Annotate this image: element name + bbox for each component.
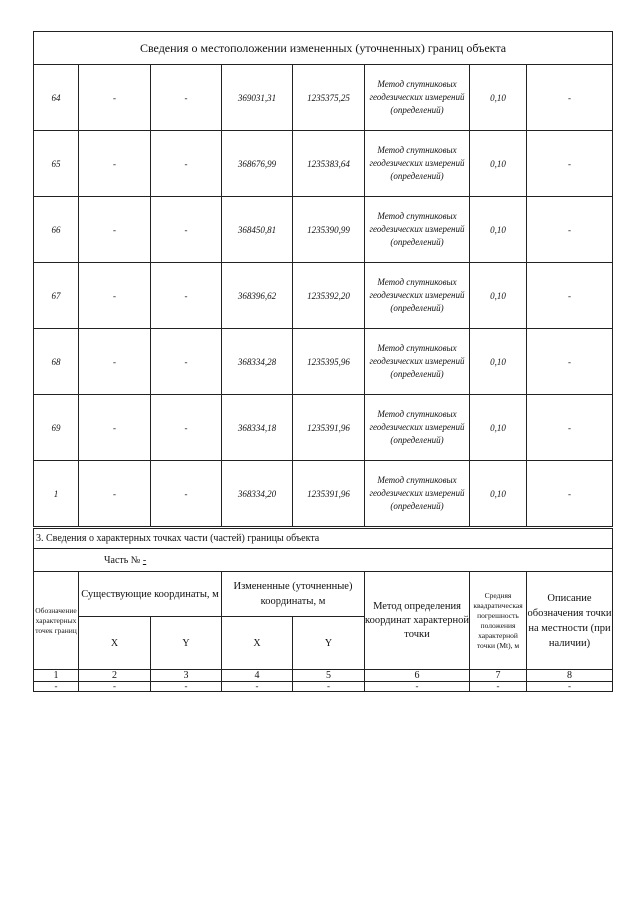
empty-cell: - — [34, 682, 79, 692]
empty-cell: - — [365, 682, 470, 692]
empty-cell: - — [470, 682, 527, 692]
cell-y-changed: 1235375,25 — [293, 65, 365, 131]
cell-description: - — [527, 65, 613, 131]
cell-y-changed: 1235383,64 — [293, 131, 365, 197]
cell-description: - — [527, 131, 613, 197]
cell-method: Метод спутниковых геодезических измерений (определений) — [365, 197, 470, 263]
table-row — [34, 197, 613, 263]
col-number: 8 — [527, 670, 613, 682]
table-row — [34, 461, 613, 527]
header-y-existing: Y — [151, 617, 222, 670]
empty-cell: - — [222, 682, 293, 692]
empty-cell: - — [293, 682, 365, 692]
col-number: 2 — [79, 670, 151, 682]
cell-x-existing: - — [79, 131, 151, 197]
empty-cell: - — [151, 682, 222, 692]
cell-x-existing: - — [79, 263, 151, 329]
cell-description: - — [527, 461, 613, 527]
header-mt: Средняя квадратическая погрешность положения характерной точки (Mt), м — [470, 572, 527, 670]
col-number: 6 — [365, 670, 470, 682]
table-row — [34, 65, 613, 131]
cell-y-existing: - — [151, 395, 222, 461]
cell-y-existing: - — [151, 329, 222, 395]
col-number: 1 — [34, 670, 79, 682]
cell-method: Метод спутниковых геодезических измерений (определений) — [365, 131, 470, 197]
header-x-existing: X — [79, 617, 151, 670]
cell-description: - — [527, 197, 613, 263]
cell-point-id: 66 — [34, 197, 79, 263]
col-number: 7 — [470, 670, 527, 682]
header-description: Описание обозначения точки на местности (при наличии) — [527, 572, 613, 670]
cell-x-existing: - — [79, 461, 151, 527]
cell-mt: 0,10 — [470, 263, 527, 329]
cell-method: Метод спутниковых геодезических измерений (определений) — [365, 329, 470, 395]
cell-point-id: 69 — [34, 395, 79, 461]
cell-y-existing: - — [151, 131, 222, 197]
header-x-changed: X — [222, 617, 293, 670]
header-point: Обозначение характерных точек границ — [34, 572, 79, 670]
cell-method: Метод спутниковых геодезических измерений (определений) — [365, 263, 470, 329]
cell-x-changed: 368334,18 — [222, 395, 293, 461]
cell-description: - — [527, 395, 613, 461]
cell-y-existing: - — [151, 65, 222, 131]
part-points-table — [33, 528, 613, 692]
cell-x-changed: 369031,31 — [222, 65, 293, 131]
section-title: Сведения о местоположении измененных (уточненных) границ объекта — [34, 32, 613, 65]
empty-cell: - — [527, 682, 613, 692]
cell-y-changed: 1235390,99 — [293, 197, 365, 263]
cell-description: - — [527, 329, 613, 395]
table-row — [34, 395, 613, 461]
cell-point-id: 67 — [34, 263, 79, 329]
cell-y-changed: 1235391,96 — [293, 395, 365, 461]
header-y-changed: Y — [293, 617, 365, 670]
cell-x-existing: - — [79, 329, 151, 395]
table-row — [34, 263, 613, 329]
cell-mt: 0,10 — [470, 329, 527, 395]
cell-mt: 0,10 — [470, 131, 527, 197]
cell-method: Метод спутниковых геодезических измерений (определений) — [365, 461, 470, 527]
part-label: Часть № — [104, 554, 141, 566]
cell-x-changed: 368334,28 — [222, 329, 293, 395]
cell-mt: 0,10 — [470, 461, 527, 527]
part-value: - — [142, 554, 147, 566]
cell-point-id: 68 — [34, 329, 79, 395]
cell-y-existing: - — [151, 197, 222, 263]
cell-y-changed: 1235392,20 — [293, 263, 365, 329]
cell-point-id: 64 — [34, 65, 79, 131]
cell-x-existing: - — [79, 65, 151, 131]
section-3-title: 3. Сведения о характерных точках части (частей) границы объекта — [34, 529, 613, 549]
cell-method: Метод спутниковых геодезических измерений (определений) — [365, 65, 470, 131]
table-row — [34, 131, 613, 197]
cell-point-id: 65 — [34, 131, 79, 197]
empty-cell: - — [79, 682, 151, 692]
cell-mt: 0,10 — [470, 395, 527, 461]
cell-y-changed: 1235391,96 — [293, 461, 365, 527]
part-number — [34, 549, 613, 572]
cell-description: - — [527, 263, 613, 329]
cell-x-changed: 368450,81 — [222, 197, 293, 263]
cell-x-changed: 368334,20 — [222, 461, 293, 527]
col-number: 5 — [293, 670, 365, 682]
boundary-coordinates-table — [33, 31, 613, 527]
cell-method: Метод спутниковых геодезических измерений (определений) — [365, 395, 470, 461]
cell-y-existing: - — [151, 263, 222, 329]
cell-mt: 0,10 — [470, 65, 527, 131]
cell-mt: 0,10 — [470, 197, 527, 263]
col-number: 4 — [222, 670, 293, 682]
header-changed-coords: Измененные (уточненные) координаты, м — [222, 572, 365, 617]
table-row — [34, 329, 613, 395]
cell-x-existing: - — [79, 395, 151, 461]
cell-y-existing: - — [151, 461, 222, 527]
cell-y-changed: 1235395,96 — [293, 329, 365, 395]
cell-x-changed: 368676,99 — [222, 131, 293, 197]
cell-point-id: 1 — [34, 461, 79, 527]
header-method: Метод определения координат характерной точки — [365, 572, 470, 670]
header-existing-coords: Существующие координаты, м — [79, 572, 222, 617]
col-number: 3 — [151, 670, 222, 682]
cell-x-changed: 368396,62 — [222, 263, 293, 329]
cell-x-existing: - — [79, 197, 151, 263]
